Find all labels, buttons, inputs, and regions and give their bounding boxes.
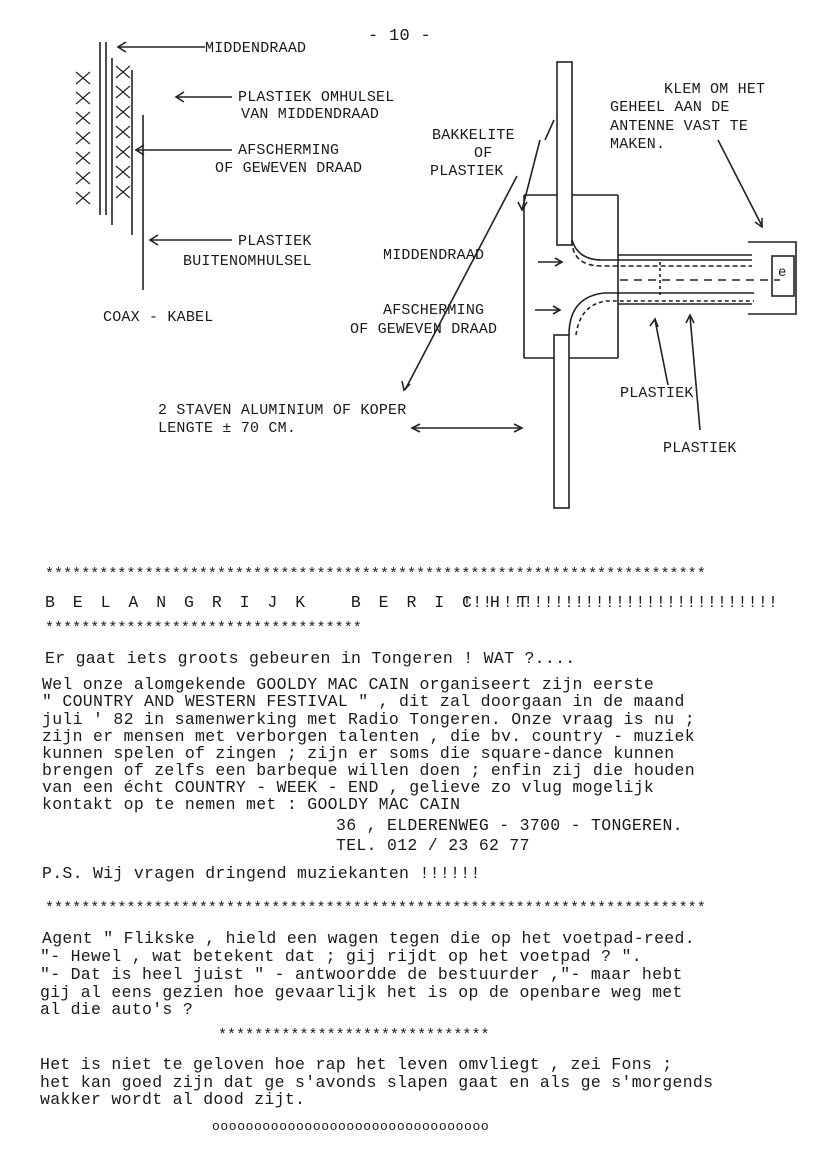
label-plastiek: PLASTIEK (238, 233, 312, 250)
label-buitenomhulsel: BUITENOMHULSEL (183, 253, 312, 270)
joke2-line-2: wakker wordt al dood zijt. (40, 1090, 306, 1109)
announcement-line-5: kunnen spelen of zingen ; zijn er soms die square-dance kunnen (42, 744, 675, 763)
separator-stars: ************************************************************************* (45, 566, 706, 583)
announcement-exclamations: !!!!!!!!!!!!!!!!!!!!!!!!!!!!!!! (462, 593, 779, 612)
separator-stars-short: *********************************** (45, 620, 362, 637)
label-coax-kabel: COAX - KABEL (103, 309, 214, 326)
announcement-heading: B E L A N G R I J K B E R I C H T (45, 593, 532, 612)
label-middendraad-right: MIDDENDRAAD (383, 247, 485, 264)
label-plastiek-right-2: PLASTIEK (663, 440, 737, 457)
label-van-middendraad: VAN MIDDENDRAAD (241, 106, 380, 123)
joke1-line-3: gij al eens gezien hoe gevaarlijk het is op de openbare weg met (40, 983, 683, 1002)
label-middendraad: MIDDENDRAAD (205, 40, 307, 57)
label-afscherming: AFSCHERMING (238, 142, 340, 159)
separator-stars-mid: ****************************** (218, 1027, 490, 1044)
label-staven: 2 STAVEN ALUMINIUM OF KOPER (158, 402, 407, 419)
label-lengte: LENGTE ± 70 CM. (158, 420, 297, 437)
joke2-line-0: Het is niet te geloven hoe rap het leven omvliegt , zei Fons ; (40, 1055, 673, 1074)
telephone-line: TEL. 012 / 23 62 77 (336, 836, 530, 855)
announcement-line-3: juli ' 82 in samenwerking met Radio Tongeren. Onze vraag is nu ; (42, 710, 695, 729)
joke1-line-4: al die auto's ? (40, 1000, 194, 1019)
joke1-line-2: "- Dat is heel juist " - antwoordde de bestuurder ,"- maar hebt (40, 965, 683, 984)
postscript: P.S. Wij vragen dringend muziekanten !!!!!! (42, 864, 481, 883)
announcement-line-7: van een écht COUNTRY - WEEK - END , gelieve zo vlug mogelijk (42, 778, 655, 797)
announcement-line-2: " COUNTRY AND WESTERN FESTIVAL " , dit zal doorgaan in de maand (42, 692, 685, 711)
label-klem-4: MAKEN. (610, 136, 666, 153)
joke1-line-1: "- Hewel , wat betekent dat ; gij rijdt op het voetpad ? ". (40, 947, 642, 966)
announcement-line-8: kontakt op te nemen met : GOOLDY MAC CAIN (42, 795, 461, 814)
label-klem-1: KLEM OM HET (664, 81, 766, 98)
label-plastiek-bakkelite: PLASTIEK (430, 163, 504, 180)
joke1-line-0: Agent " Flikske , hield een wagen tegen die op het voetpad-reed. (42, 929, 695, 948)
announcement-line-0: Er gaat iets groots gebeuren in Tongeren ! WAT ?.... (45, 649, 576, 668)
label-klem-2: GEHEEL AAN DE (610, 99, 730, 116)
announcement-line-1: Wel onze alomgekende GOOLDY MAC CAIN organiseert zijn eerste (42, 675, 655, 694)
announcement-line-4: zijn er mensen met verborgen talenten , die bv. country - muziek (42, 727, 695, 746)
label-geweven-draad-right: OF GEWEVEN DRAAD (350, 321, 498, 338)
label-clamp-letter: e (778, 265, 787, 281)
separator-stars-2: ************************************************************************* (45, 900, 706, 917)
label-klem-3: ANTENNE VAST TE (610, 118, 749, 135)
label-plastiek-right-1: PLASTIEK (620, 385, 694, 402)
label-bakkelite: BAKKELITE (432, 127, 515, 144)
joke2-line-1: het kan goed zijn dat ge s'avonds slapen gaat en als ge s'morgends (40, 1073, 714, 1092)
announcement-line-6: brengen of zelfs een barbeque willen doen ; enfin zij die houden (42, 761, 695, 780)
page-number: - 10 - (368, 27, 432, 46)
label-of-geweven-draad: OF GEWEVEN DRAAD (215, 160, 363, 177)
address-line: 36 , ELDERENWEG - 3700 - TONGEREN. (336, 816, 683, 835)
label-plastiek-omhulsel: PLASTIEK OMHULSEL (238, 89, 395, 106)
label-of: OF (474, 145, 493, 162)
separator-circles: ooooooooooooooooooooooooooooooooo (212, 1119, 490, 1134)
label-afscherming-right: AFSCHERMING (383, 302, 485, 319)
